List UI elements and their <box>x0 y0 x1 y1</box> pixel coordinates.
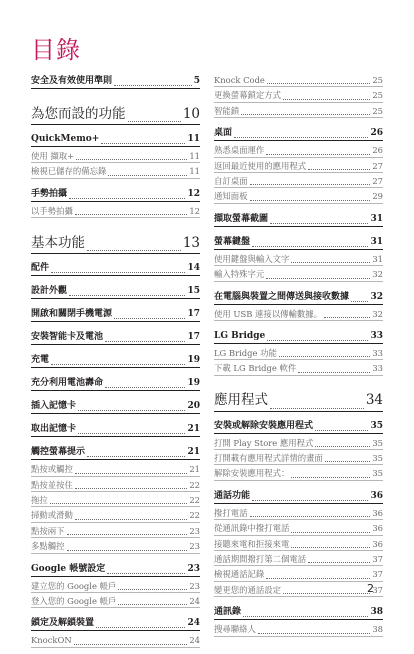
toc-entry-sub <box>214 465 383 480</box>
dot-leader <box>87 250 181 251</box>
toc-entry-title: 在電腦與裝置之間傳送與接收數據 <box>214 291 350 302</box>
toc-entry-sub <box>31 593 200 608</box>
toc-entry-title: 自訂桌面 <box>214 175 248 186</box>
dot-leader <box>118 604 187 605</box>
toc-entry-title: 解除安裝應用程式： <box>214 468 290 479</box>
toc-entry-major <box>31 224 200 254</box>
toc-entry-title: 輸入特殊字元 <box>214 269 265 280</box>
toc-entry-page: 35 <box>372 437 383 448</box>
toc-entry-title: 檢視通話記錄 <box>214 569 265 580</box>
toc-entry-title: 打開載有應用程式詳情的畫面 <box>214 453 323 464</box>
toc-entry-sec <box>31 397 200 414</box>
toc-entry-page: 29 <box>372 191 383 202</box>
toc-entry-title: 安全及有效使用準則 <box>31 76 113 86</box>
dot-leader <box>51 364 185 365</box>
toc-entry-page: 24 <box>187 618 200 629</box>
dot-leader <box>267 83 370 84</box>
dot-leader <box>50 503 188 504</box>
toc-entry-title: Google 帳號設定 <box>31 563 106 574</box>
dot-leader <box>243 616 368 617</box>
dot-leader <box>101 143 185 144</box>
toc-entry-sub <box>31 632 200 647</box>
toc-entry-title: 接聽來電和拒接來電 <box>214 538 290 549</box>
toc-entry-title: 安裝或解除安裝應用程式 <box>214 420 314 431</box>
toc-entry-title: 設計外觀 <box>31 286 68 297</box>
toc-entry-title: 通話功能 <box>214 490 251 501</box>
toc-entry-page: 10 <box>182 105 200 122</box>
toc-entry-page: 12 <box>189 205 200 216</box>
toc-entry-title: 搜尋聯絡人 <box>214 624 256 635</box>
toc-entry-sub <box>214 450 383 465</box>
dot-leader <box>114 318 185 319</box>
toc-entry-page: 32 <box>372 308 383 319</box>
toc-entry-sec <box>31 328 200 345</box>
toc-entry-page: 32 <box>372 269 383 280</box>
toc-entry-title: 從通訊錄中撥打電話 <box>214 523 290 534</box>
toc-entry-major <box>31 95 200 125</box>
toc-entry-sec <box>31 374 200 391</box>
toc-entry-page: 21 <box>187 447 200 458</box>
toc-entry-page: 37 <box>372 584 383 595</box>
toc-entry-page: 17 <box>187 332 200 343</box>
toc-entry-title: 鎖定及解鎖裝置 <box>31 618 95 629</box>
toc-left-column <box>31 72 200 654</box>
dot-leader <box>325 461 370 462</box>
toc-entry-title: 觸控螢幕提示 <box>31 447 86 458</box>
toc-entry-title: 配件 <box>31 263 50 274</box>
toc-entry-sub <box>214 103 383 118</box>
toc-entry-page: 23 <box>189 580 200 591</box>
dot-leader <box>75 488 187 489</box>
toc-entry-page: 27 <box>372 175 383 186</box>
toc-entry-title: 桌面 <box>214 128 233 139</box>
dot-leader <box>283 99 370 100</box>
dot-leader <box>67 550 188 551</box>
toc-entry-title: 通話期間撥打第二個電話 <box>214 554 307 565</box>
toc-entry-sub <box>214 87 383 102</box>
toc-entry-title: 充電 <box>31 355 50 366</box>
toc-entry-page: 19 <box>187 378 200 389</box>
toc-entry-page: 27 <box>372 160 383 171</box>
toc-entry-title: 智能鎖 <box>214 105 240 116</box>
toc-entry-page: 21 <box>189 464 200 475</box>
toc-entry-sub <box>214 536 383 551</box>
toc-entry-sec <box>214 288 383 305</box>
toc-entry-sec <box>31 185 200 202</box>
dot-leader <box>114 85 192 86</box>
dot-leader <box>118 589 187 590</box>
toc-entry-page: 19 <box>187 355 200 366</box>
toc-entry-sec <box>31 259 200 276</box>
toc-entry-title: 使用 擷取+ <box>31 150 75 161</box>
toc-entry-sub <box>214 266 383 281</box>
toc-entry-page: 14 <box>187 263 200 274</box>
dot-leader <box>266 278 370 279</box>
toc-entry-sub <box>214 566 383 581</box>
dot-leader <box>128 121 181 122</box>
dot-leader <box>315 430 368 431</box>
toc-entry-sub <box>31 578 200 593</box>
toc-entry-page: 25 <box>372 105 383 116</box>
toc-entry-title: 為您而設的功能 <box>31 105 126 122</box>
toc-entry-title: 插入記憶卡 <box>31 401 77 412</box>
dot-leader <box>108 175 187 176</box>
toc-entry-page: 31 <box>370 236 383 247</box>
toc-entry-sec <box>31 305 200 322</box>
toc-entry-title: 變更您的通話設定 <box>214 584 281 595</box>
toc-entry-page: 31 <box>370 213 383 224</box>
dot-leader <box>252 500 368 501</box>
toc-entry-page: 37 <box>372 569 383 580</box>
toc-entry-title: 熟悉桌面運作 <box>214 145 265 156</box>
dot-leader <box>291 477 370 478</box>
toc-entry-sub <box>31 461 200 476</box>
dot-leader <box>324 317 370 318</box>
toc-entry-title: 使用鍵盤與輸入文字 <box>214 253 290 264</box>
toc-entry-title: KnockON <box>31 635 72 646</box>
toc-entry-title: 登入您的 Google 帳戶 <box>31 595 117 606</box>
dot-leader <box>74 644 188 645</box>
toc-entry-page: 37 <box>372 554 383 565</box>
toc-entry-page: 11 <box>189 166 200 177</box>
toc-entry-title: 手勢拍攝 <box>31 188 68 199</box>
dot-leader <box>105 341 185 342</box>
dot-leader <box>266 154 370 155</box>
toc-entry-page: 20 <box>187 401 200 412</box>
dot-leader <box>96 627 185 628</box>
toc-entry-page: 35 <box>370 420 383 431</box>
toc-entry-page: 36 <box>372 538 383 549</box>
toc-entry-sub <box>214 551 383 566</box>
dot-leader <box>234 137 368 138</box>
toc-entry-title: 應用程式 <box>214 392 268 409</box>
toc-entry-page: 25 <box>372 90 383 101</box>
toc-entry-page: 23 <box>189 541 200 552</box>
toc-entry-sub <box>31 203 200 218</box>
toc-entry-major <box>214 382 383 412</box>
toc-entry-title: 檢視已儲存的備忘錄 <box>31 166 107 177</box>
toc-entry-sub <box>214 306 383 321</box>
toc-entry-title: 以手勢拍攝 <box>31 205 73 216</box>
page-number: 2 <box>367 582 374 595</box>
toc-entry-sub <box>214 72 383 87</box>
toc-entry-title: 點按或觸控 <box>31 464 73 475</box>
toc-entry-title: 拖拉 <box>31 494 48 505</box>
toc-entry-page: 22 <box>189 479 200 490</box>
toc-entry-sec <box>31 282 200 299</box>
dot-leader <box>107 573 185 574</box>
toc-entry-title: 螢幕鍵盤 <box>214 236 251 247</box>
toc-entry-page: 24 <box>189 635 200 646</box>
toc-entry-sub <box>31 148 200 163</box>
toc-entry-page: 25 <box>372 74 383 85</box>
toc-entry-sec <box>31 614 200 631</box>
toc-entry-page: 38 <box>370 607 383 618</box>
toc-entry-page: 11 <box>187 134 200 144</box>
toc-right-column <box>214 72 383 643</box>
toc-entry-sub <box>31 163 200 178</box>
toc-entry-page: 21 <box>187 424 200 435</box>
toc-entry-page: 26 <box>372 145 383 156</box>
dot-leader <box>69 198 185 199</box>
dot-leader <box>279 356 370 357</box>
toc-entry-sec <box>214 417 383 434</box>
toc-entry-page: 26 <box>370 128 383 139</box>
toc-entry-title: Knock Code <box>214 74 265 85</box>
dot-leader <box>267 340 368 341</box>
toc-entry-title: 下載 LG Bridge 軟件 <box>214 363 297 374</box>
toc-entry-page: 36 <box>372 507 383 518</box>
toc-entry-sec <box>31 72 200 89</box>
toc-entry-title: 多點觸控 <box>31 541 65 552</box>
toc-entry-sec <box>214 210 383 227</box>
toc-entry-page: 11 <box>189 150 200 161</box>
toc-entry-title: QuickMemo+ <box>31 134 100 144</box>
toc-entry-sec <box>214 233 383 250</box>
dot-leader <box>241 114 370 115</box>
toc-entry-title: 通知面板 <box>214 191 248 202</box>
dot-leader <box>351 301 368 302</box>
toc-entry-title: 建立您的 Google 帳戶 <box>31 580 117 591</box>
page-title: 目錄 <box>31 36 81 64</box>
toc-entry-title: 返回最近使用的應用程式 <box>214 160 307 171</box>
dot-leader <box>105 387 185 388</box>
dot-leader <box>258 633 370 634</box>
dot-leader <box>69 295 185 296</box>
toc-entry-sub <box>214 505 383 520</box>
toc-entry-page: 36 <box>370 490 383 501</box>
toc-entry-title: 擷取螢幕截圖 <box>214 213 269 224</box>
toc-entry-sec <box>214 603 383 620</box>
dot-leader <box>270 408 364 409</box>
toc-entry-sec <box>31 130 200 147</box>
toc-entry-sub <box>214 188 383 203</box>
toc-entry-sub <box>214 251 383 266</box>
toc-entry-page: 22 <box>189 510 200 521</box>
toc-entry-page: 23 <box>187 563 200 574</box>
dot-leader <box>87 456 185 457</box>
dot-leader <box>298 372 370 373</box>
dot-leader <box>250 516 371 517</box>
dot-leader <box>76 159 187 160</box>
toc-entry-page: 23 <box>189 525 200 536</box>
toc-entry-page: 24 <box>189 595 200 606</box>
toc-entry-title: LG Bridge 功能 <box>214 347 277 358</box>
toc-entry-title: 點按兩下 <box>31 525 65 536</box>
toc-entry-page: 35 <box>372 468 383 479</box>
dot-leader <box>75 214 187 215</box>
toc-entry-sec <box>31 560 200 577</box>
dot-leader <box>67 534 188 535</box>
toc-entry-title: LG Bridge <box>214 330 266 341</box>
toc-entry-title: 點按並按住 <box>31 479 73 490</box>
toc-entry-sub <box>214 360 383 375</box>
dot-leader <box>266 578 370 579</box>
toc-entry-page: 33 <box>372 363 383 374</box>
dot-leader <box>75 473 187 474</box>
toc-entry-page: 22 <box>189 494 200 505</box>
dot-leader <box>252 246 368 247</box>
toc-entry-title: 安裝智能卡及電池 <box>31 332 104 343</box>
toc-entry-title: 撥打電話 <box>214 507 248 518</box>
dot-leader <box>308 562 370 563</box>
toc-entry-sub <box>214 435 383 450</box>
toc-entry-sub <box>31 507 200 522</box>
dot-leader <box>291 532 370 533</box>
toc-entry-page: 38 <box>372 624 383 635</box>
toc-entry-sub <box>31 538 200 553</box>
toc-entry-page: 34 <box>365 392 383 409</box>
dot-leader <box>51 272 185 273</box>
toc-entry-sub <box>214 173 383 188</box>
dot-leader <box>250 200 371 201</box>
toc-entry-sub <box>214 582 383 597</box>
toc-entry-title: 使用 USB 連接以傳輸數據。 <box>214 308 323 319</box>
toc-entry-sub <box>214 621 383 636</box>
toc-entry-sub <box>31 477 200 492</box>
toc-entry-page: 12 <box>187 188 200 199</box>
toc-entry-sub <box>214 520 383 535</box>
toc-entry-title: 取出記憶卡 <box>31 424 77 435</box>
toc-entry-sec <box>214 487 383 504</box>
dot-leader <box>315 446 370 447</box>
toc-entry-page: 33 <box>372 347 383 358</box>
toc-entry-sec <box>31 420 200 437</box>
toc-entry-page: 33 <box>370 330 383 341</box>
toc-entry-title: 基本功能 <box>31 234 85 251</box>
dot-leader <box>78 410 185 411</box>
dot-leader <box>250 184 371 185</box>
toc-entry-sub <box>31 492 200 507</box>
toc-entry-sub <box>31 523 200 538</box>
toc-entry-sec <box>214 124 383 141</box>
toc-entry-page: 13 <box>182 234 200 251</box>
dot-leader <box>75 519 187 520</box>
toc-entry-title: 通訊錄 <box>214 607 242 618</box>
toc-entry-page: 31 <box>372 253 383 264</box>
toc-entry-sub <box>214 142 383 157</box>
dot-leader <box>308 169 370 170</box>
toc-entry-page: 5 <box>193 76 200 86</box>
dot-leader <box>270 223 368 224</box>
dot-leader <box>78 433 185 434</box>
toc-entry-page: 15 <box>187 286 200 297</box>
toc-entry-title: 打開 Play Store 應用程式 <box>214 437 314 448</box>
toc-entry-page: 32 <box>370 291 383 302</box>
toc-entry-title: 充分利用電池壽命 <box>31 378 104 389</box>
toc-entry-sub <box>214 345 383 360</box>
toc-entry-sec <box>214 327 383 344</box>
toc-entry-sub <box>214 158 383 173</box>
dot-leader <box>283 593 370 594</box>
toc-entry-title: 開啟和關閉手機電源 <box>31 309 113 320</box>
toc-entry-page: 17 <box>187 309 200 320</box>
toc-entry-sec <box>31 443 200 460</box>
toc-entry-sec <box>31 351 200 368</box>
dot-leader <box>291 262 370 263</box>
toc-entry-title: 掃動或滑動 <box>31 510 73 521</box>
toc-entry-title: 更換螢幕鎖定方式 <box>214 90 281 101</box>
dot-leader <box>291 547 370 548</box>
toc-entry-page: 35 <box>372 453 383 464</box>
toc-entry-page: 36 <box>372 523 383 534</box>
